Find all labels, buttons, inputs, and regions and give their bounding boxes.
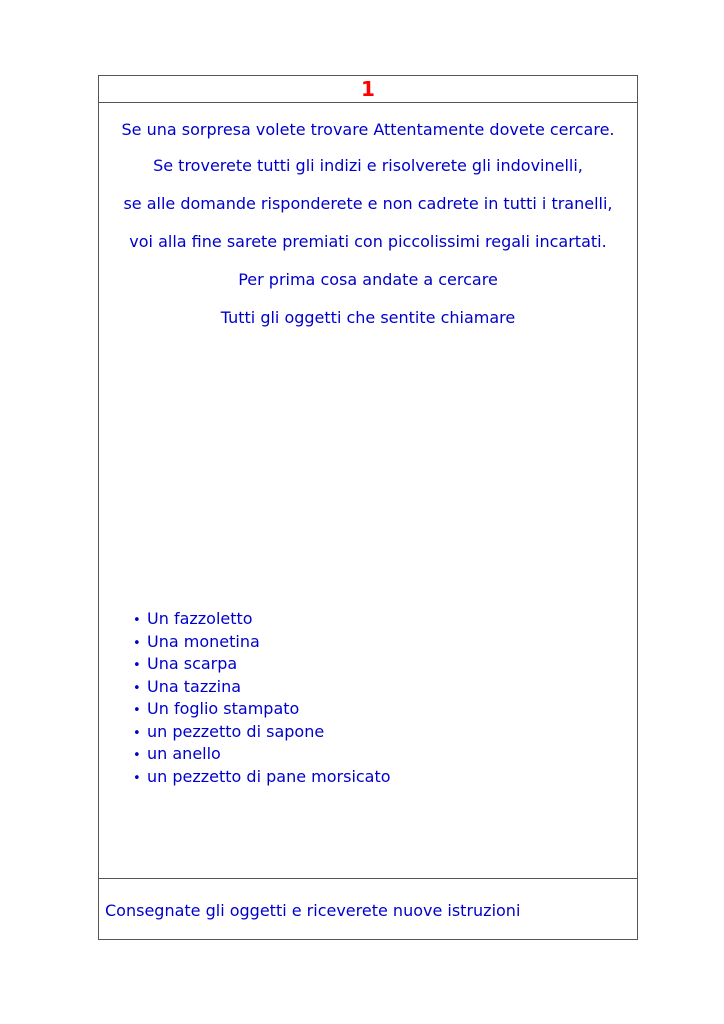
hunt-card-table: [98, 75, 638, 940]
bullet-icon: •: [133, 748, 141, 763]
item-label: Un fazzoletto: [147, 609, 253, 628]
item-label: un anello: [147, 744, 221, 763]
bullet-icon: •: [133, 725, 141, 741]
item-label: Una scarpa: [147, 654, 238, 673]
poem-line: voi alla fine sarete premiati con piccolissimi regali incartati.: [129, 232, 607, 251]
bullet-icon: •: [133, 613, 141, 628]
poem-line: Se una sorpresa volete trovare Attentamente dovete cercare.: [121, 120, 615, 139]
card-header: [99, 76, 637, 103]
list-item: [133, 609, 391, 632]
card-body: [99, 103, 637, 879]
item-label: Una tazzina: [147, 676, 242, 696]
poem-line: se alle domande risponderete e non cadrete in tutti i tranelli,: [123, 194, 613, 213]
poem-line: Tutti gli oggetti che sentite chiamare: [220, 308, 516, 327]
list-item: [133, 699, 391, 722]
list-item: [133, 677, 391, 700]
item-label: un pezzetto di pane morsicato: [147, 766, 391, 786]
card-footer: [99, 879, 637, 939]
list-item: [133, 632, 391, 655]
footer-instructions: Consegnate gli oggetti e riceverete nuove istruzioni: [105, 901, 521, 920]
item-label: un pezzetto di sapone: [147, 721, 325, 741]
bullet-icon: •: [133, 703, 141, 718]
list-item: [133, 722, 391, 745]
bullet-icon: •: [133, 770, 141, 786]
items-list: [133, 609, 391, 789]
poem-line: Per prima cosa andate a cercare: [238, 270, 498, 289]
list-item: [133, 767, 391, 790]
item-label: Una monetina: [147, 631, 260, 651]
bullet-icon: •: [133, 680, 141, 696]
poem-line: Se troverete tutti gli indizi e risolverete gli indovinelli,: [153, 156, 583, 175]
list-item: [133, 744, 391, 767]
bullet-icon: •: [133, 635, 141, 651]
list-item: [133, 654, 391, 677]
card-number: 1: [361, 77, 375, 101]
item-label: Un foglio stampato: [147, 699, 300, 718]
bullet-icon: •: [133, 658, 141, 673]
